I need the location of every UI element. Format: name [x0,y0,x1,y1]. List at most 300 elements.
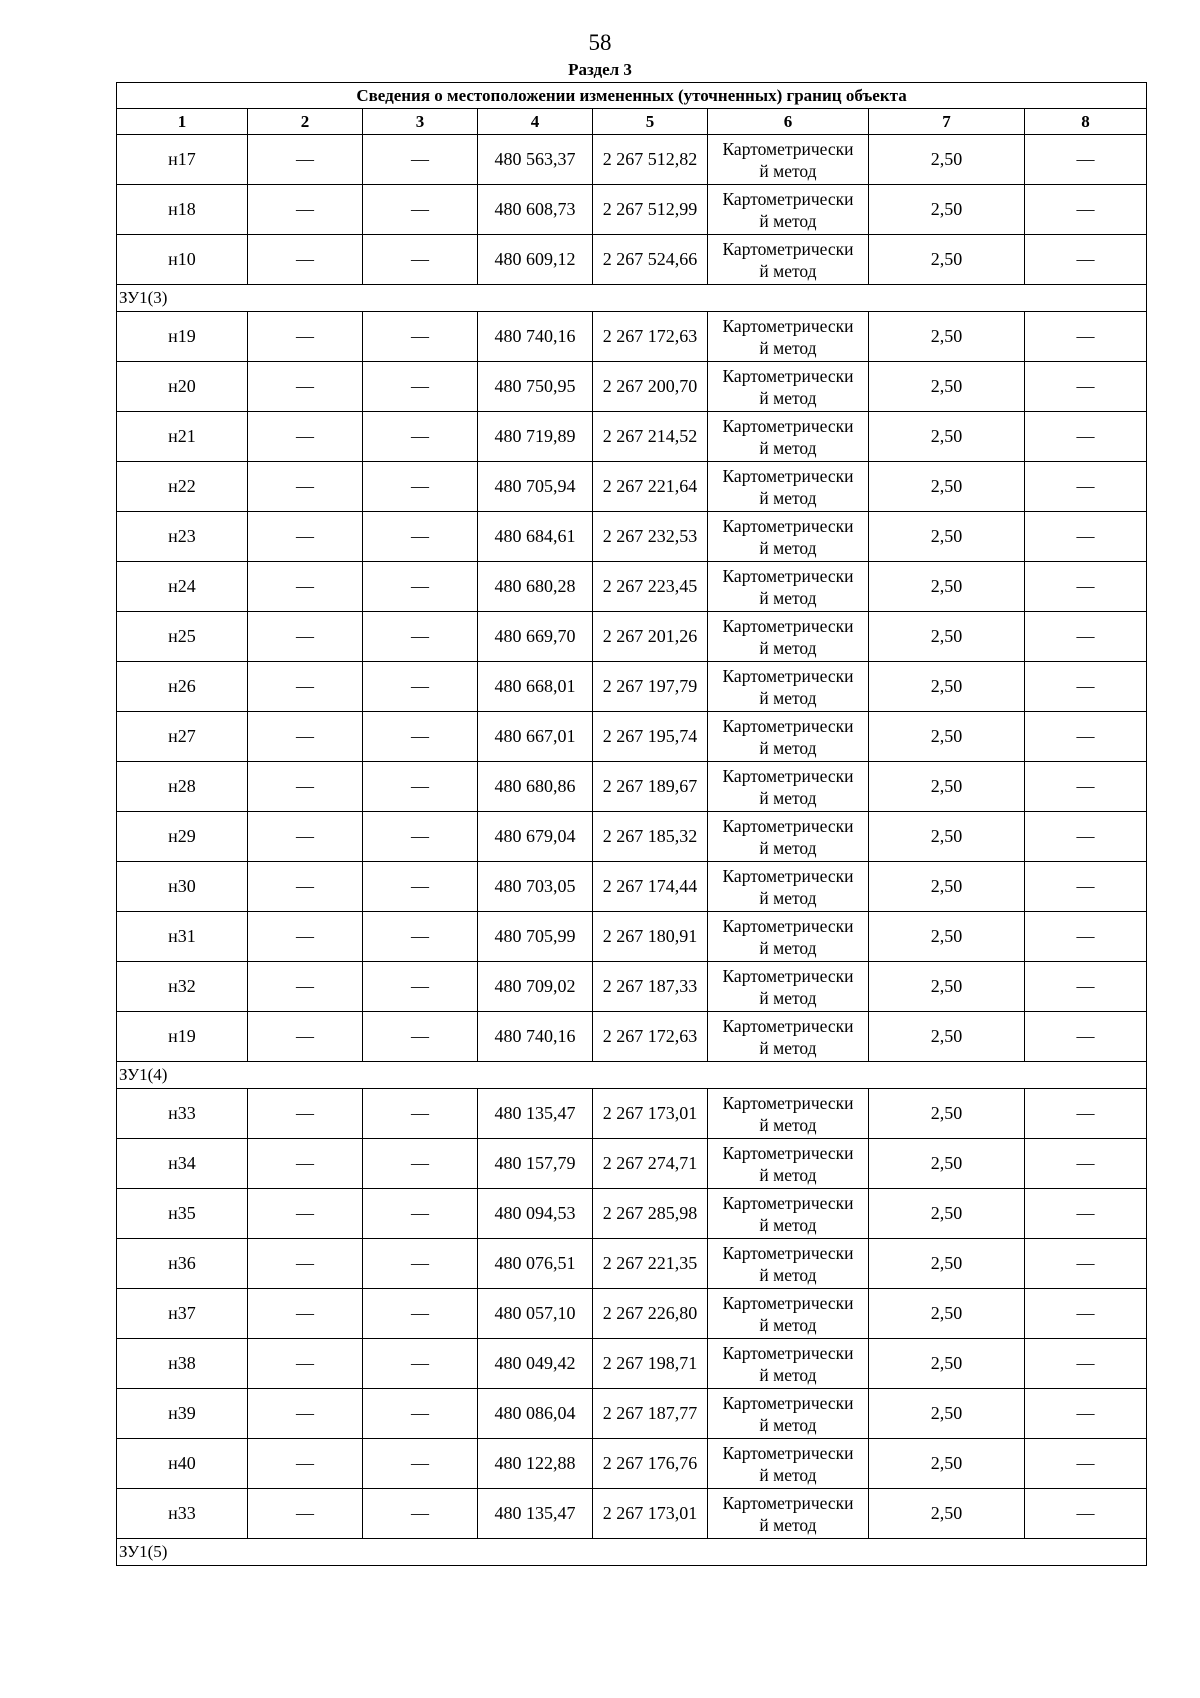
accuracy-cell: 2,50 [869,812,1025,862]
dash-cell: — [248,1139,363,1189]
parcel-group-row [117,1062,1147,1089]
dash-cell: — [248,562,363,612]
x-coordinate-cell: 480 705,94 [478,462,593,512]
dash-cell: — [1025,512,1147,562]
dash-cell: — [363,1189,478,1239]
method-line-1: Картометрически [722,1292,854,1313]
dash-cell: — [1025,1439,1147,1489]
y-coordinate-cell: 2 267 201,26 [593,612,708,662]
table-row [117,1439,1147,1489]
x-coordinate-cell: 480 608,73 [478,185,593,235]
x-coordinate-cell: 480 703,05 [478,862,593,912]
dash-cell: — [363,1012,478,1062]
table-row [117,1139,1147,1189]
column-header: 5 [593,109,708,135]
dash-cell: — [1025,962,1147,1012]
dash-cell: — [1025,1339,1147,1389]
table-row [117,185,1147,235]
dash-cell: — [363,1339,478,1389]
x-coordinate-cell: 480 680,28 [478,562,593,612]
boundary-coordinates-table [116,82,1147,1566]
column-header: 2 [248,109,363,135]
method-cell [708,662,869,712]
method-line-1: Картометрически [722,1392,854,1413]
method-cell [708,1012,869,1062]
y-coordinate-cell: 2 267 176,76 [593,1439,708,1489]
dash-cell: — [363,1289,478,1339]
method-line-1: Картометрически [722,1142,854,1163]
method-line-2: й метод [759,637,817,658]
x-coordinate-cell: 480 669,70 [478,612,593,662]
dash-cell: — [363,612,478,662]
x-coordinate-cell: 480 135,47 [478,1089,593,1139]
dash-cell: — [1025,912,1147,962]
method-line-2: й метод [759,687,817,708]
method-cell [708,562,869,612]
method-line-2: й метод [759,1264,817,1285]
table-row [117,312,1147,362]
table-row [117,362,1147,412]
y-coordinate-cell: 2 267 223,45 [593,562,708,612]
point-name-cell: н26 [117,662,248,712]
dash-cell: — [248,612,363,662]
accuracy-cell: 2,50 [869,712,1025,762]
column-header: 6 [708,109,869,135]
point-name-cell: н19 [117,312,248,362]
x-coordinate-cell: 480 750,95 [478,362,593,412]
method-cell [708,1139,869,1189]
point-name-cell: н23 [117,512,248,562]
method-cell [708,312,869,362]
method-line-2: й метод [759,1164,817,1185]
point-name-cell: н31 [117,912,248,962]
accuracy-cell: 2,50 [869,1139,1025,1189]
method-cell [708,1289,869,1339]
dash-cell: — [248,1089,363,1139]
dash-cell: — [363,1389,478,1439]
y-coordinate-cell: 2 267 285,98 [593,1189,708,1239]
dash-cell: — [1025,862,1147,912]
dash-cell: — [1025,1089,1147,1139]
accuracy-cell: 2,50 [869,512,1025,562]
column-header: 3 [363,109,478,135]
point-name-cell: н39 [117,1389,248,1439]
method-line-2: й метод [759,1514,817,1535]
dash-cell: — [248,712,363,762]
dash-cell: — [248,662,363,712]
method-line-2: й метод [759,1314,817,1335]
point-name-cell: н21 [117,412,248,462]
dash-cell: — [363,662,478,712]
point-name-cell: н33 [117,1089,248,1139]
accuracy-cell: 2,50 [869,462,1025,512]
method-line-2: й метод [759,537,817,558]
method-cell [708,1439,869,1489]
accuracy-cell: 2,50 [869,1389,1025,1439]
dash-cell: — [1025,185,1147,235]
accuracy-cell: 2,50 [869,1239,1025,1289]
y-coordinate-cell: 2 267 173,01 [593,1489,708,1539]
dash-cell: — [248,1012,363,1062]
x-coordinate-cell: 480 135,47 [478,1489,593,1539]
method-line-2: й метод [759,487,817,508]
table-row [117,1012,1147,1062]
dash-cell: — [248,1339,363,1389]
column-header: 4 [478,109,593,135]
accuracy-cell: 2,50 [869,185,1025,235]
dash-cell: — [363,312,478,362]
x-coordinate-cell: 480 076,51 [478,1239,593,1289]
point-name-cell: н30 [117,862,248,912]
method-cell [708,712,869,762]
x-coordinate-cell: 480 086,04 [478,1389,593,1439]
dash-cell: — [1025,1289,1147,1339]
table-caption: Сведения о местоположении измененных (уточненных) границ объекта [117,83,1147,109]
method-cell [708,862,869,912]
x-coordinate-cell: 480 680,86 [478,762,593,812]
dash-cell: — [248,512,363,562]
accuracy-cell: 2,50 [869,662,1025,712]
dash-cell: — [363,512,478,562]
method-line-2: й метод [759,1037,817,1058]
point-name-cell: н33 [117,1489,248,1539]
point-name-cell: н28 [117,762,248,812]
dash-cell: — [363,762,478,812]
x-coordinate-cell: 480 709,02 [478,962,593,1012]
dash-cell: — [363,812,478,862]
parcel-group-label: ЗУ1(4) [117,1062,1147,1089]
table-row [117,412,1147,462]
y-coordinate-cell: 2 267 172,63 [593,312,708,362]
point-name-cell: н20 [117,362,248,412]
table-row [117,1389,1147,1439]
y-coordinate-cell: 2 267 197,79 [593,662,708,712]
method-line-2: й метод [759,210,817,231]
point-name-cell: н36 [117,1239,248,1289]
method-line-2: й метод [759,837,817,858]
method-line-1: Картометрически [722,1492,854,1513]
method-line-1: Картометрически [722,415,854,436]
method-line-2: й метод [759,587,817,608]
method-cell [708,1389,869,1439]
table-body [117,83,1147,1566]
point-name-cell: н18 [117,185,248,235]
dash-cell: — [363,135,478,185]
dash-cell: — [248,185,363,235]
table-row [117,562,1147,612]
method-cell [708,1339,869,1389]
y-coordinate-cell: 2 267 187,33 [593,962,708,1012]
x-coordinate-cell: 480 740,16 [478,312,593,362]
accuracy-cell: 2,50 [869,1489,1025,1539]
method-line-1: Картометрически [722,1442,854,1463]
dash-cell: — [1025,662,1147,712]
table-row [117,1239,1147,1289]
parcel-group-label: ЗУ1(3) [117,285,1147,312]
dash-cell: — [1025,562,1147,612]
dash-cell: — [248,1239,363,1289]
dash-cell: — [1025,235,1147,285]
dash-cell: — [363,962,478,1012]
table-row [117,812,1147,862]
y-coordinate-cell: 2 267 214,52 [593,412,708,462]
point-name-cell: н27 [117,712,248,762]
y-coordinate-cell: 2 267 195,74 [593,712,708,762]
method-cell [708,235,869,285]
method-line-1: Картометрически [722,615,854,636]
table-row [117,612,1147,662]
method-line-1: Картометрически [722,1092,854,1113]
table-row [117,512,1147,562]
y-coordinate-cell: 2 267 512,82 [593,135,708,185]
method-cell [708,135,869,185]
table-row [117,1339,1147,1389]
method-line-1: Картометрически [722,715,854,736]
table-row [117,1189,1147,1239]
dash-cell: — [1025,1012,1147,1062]
dash-cell: — [248,362,363,412]
dash-cell: — [1025,412,1147,462]
point-name-cell: н17 [117,135,248,185]
dash-cell: — [248,235,363,285]
dash-cell: — [363,1489,478,1539]
accuracy-cell: 2,50 [869,1339,1025,1389]
method-line-2: й метод [759,937,817,958]
x-coordinate-cell: 480 122,88 [478,1439,593,1489]
method-cell [708,462,869,512]
dash-cell: — [1025,135,1147,185]
table-row [117,1289,1147,1339]
method-line-1: Картометрически [722,915,854,936]
point-name-cell: н40 [117,1439,248,1489]
method-line-1: Картометрически [722,665,854,686]
parcel-group-label: ЗУ1(5) [117,1539,1147,1566]
dash-cell: — [363,362,478,412]
dash-cell: — [363,412,478,462]
dash-cell: — [248,1489,363,1539]
dash-cell: — [248,412,363,462]
dash-cell: — [248,1439,363,1489]
page-number: 58 [588,30,612,55]
table-row [117,1089,1147,1139]
x-coordinate-cell: 480 740,16 [478,1012,593,1062]
method-line-1: Картометрически [722,138,854,159]
y-coordinate-cell: 2 267 185,32 [593,812,708,862]
parcel-group-row [117,1539,1147,1566]
x-coordinate-cell: 480 057,10 [478,1289,593,1339]
method-line-1: Картометрически [722,765,854,786]
method-line-2: й метод [759,987,817,1008]
y-coordinate-cell: 2 267 226,80 [593,1289,708,1339]
method-line-2: й метод [759,1214,817,1235]
accuracy-cell: 2,50 [869,562,1025,612]
dash-cell: — [248,462,363,512]
method-line-2: й метод [759,437,817,458]
y-coordinate-cell: 2 267 172,63 [593,1012,708,1062]
y-coordinate-cell: 2 267 221,64 [593,462,708,512]
method-line-2: й метод [759,737,817,758]
point-name-cell: н29 [117,812,248,862]
accuracy-cell: 2,50 [869,412,1025,462]
y-coordinate-cell: 2 267 512,99 [593,185,708,235]
method-line-2: й метод [759,1464,817,1485]
x-coordinate-cell: 480 668,01 [478,662,593,712]
accuracy-cell: 2,50 [869,962,1025,1012]
dash-cell: — [1025,612,1147,662]
y-coordinate-cell: 2 267 198,71 [593,1339,708,1389]
dash-cell: — [1025,812,1147,862]
parcel-group-row [117,285,1147,312]
method-line-2: й метод [759,1114,817,1135]
accuracy-cell: 2,50 [869,762,1025,812]
method-line-2: й метод [759,387,817,408]
x-coordinate-cell: 480 049,42 [478,1339,593,1389]
method-line-1: Картометрически [722,1342,854,1363]
method-line-1: Картометрически [722,565,854,586]
dash-cell: — [248,312,363,362]
point-name-cell: н34 [117,1139,248,1189]
y-coordinate-cell: 2 267 173,01 [593,1089,708,1139]
method-cell [708,1239,869,1289]
accuracy-cell: 2,50 [869,912,1025,962]
x-coordinate-cell: 480 094,53 [478,1189,593,1239]
x-coordinate-cell: 480 719,89 [478,412,593,462]
y-coordinate-cell: 2 267 187,77 [593,1389,708,1439]
dash-cell: — [363,912,478,962]
method-cell [708,362,869,412]
x-coordinate-cell: 480 679,04 [478,812,593,862]
y-coordinate-cell: 2 267 232,53 [593,512,708,562]
dash-cell: — [363,185,478,235]
accuracy-cell: 2,50 [869,1289,1025,1339]
x-coordinate-cell: 480 609,12 [478,235,593,285]
accuracy-cell: 2,50 [869,362,1025,412]
dash-cell: — [363,1089,478,1139]
column-header: 8 [1025,109,1147,135]
method-line-1: Картометрически [722,515,854,536]
table-row [117,712,1147,762]
method-line-1: Картометрически [722,865,854,886]
table-header-row [117,109,1147,135]
method-line-1: Картометрически [722,1015,854,1036]
dash-cell: — [248,862,363,912]
point-name-cell: н37 [117,1289,248,1339]
point-name-cell: н24 [117,562,248,612]
dash-cell: — [248,962,363,1012]
method-line-1: Картометрически [722,815,854,836]
accuracy-cell: 2,50 [869,235,1025,285]
point-name-cell: н38 [117,1339,248,1389]
dash-cell: — [363,1239,478,1289]
method-line-2: й метод [759,1414,817,1435]
dash-cell: — [1025,462,1147,512]
y-coordinate-cell: 2 267 221,35 [593,1239,708,1289]
dash-cell: — [248,1189,363,1239]
accuracy-cell: 2,50 [869,135,1025,185]
dash-cell: — [248,1389,363,1439]
table-row [117,962,1147,1012]
method-line-1: Картометрически [722,188,854,209]
dash-cell: — [1025,1389,1147,1439]
accuracy-cell: 2,50 [869,612,1025,662]
method-line-2: й метод [759,337,817,358]
point-name-cell: н10 [117,235,248,285]
dash-cell: — [248,912,363,962]
dash-cell: — [1025,1239,1147,1289]
x-coordinate-cell: 480 705,99 [478,912,593,962]
table-row [117,1489,1147,1539]
point-name-cell: н35 [117,1189,248,1239]
method-cell [708,1489,869,1539]
method-cell [708,512,869,562]
method-line-1: Картометрически [722,365,854,386]
method-line-1: Картометрически [722,315,854,336]
point-name-cell: н32 [117,962,248,1012]
accuracy-cell: 2,50 [869,312,1025,362]
method-cell [708,1089,869,1139]
accuracy-cell: 2,50 [869,1012,1025,1062]
table-row [117,912,1147,962]
table-row [117,235,1147,285]
x-coordinate-cell: 480 684,61 [478,512,593,562]
column-header: 1 [117,109,248,135]
method-line-1: Картометрически [722,965,854,986]
table-row [117,135,1147,185]
method-line-1: Картометрически [722,238,854,259]
point-name-cell: н25 [117,612,248,662]
method-line-2: й метод [759,1364,817,1385]
method-cell [708,612,869,662]
x-coordinate-cell: 480 667,01 [478,712,593,762]
method-line-1: Картометрически [722,1192,854,1213]
dash-cell: — [363,712,478,762]
accuracy-cell: 2,50 [869,1439,1025,1489]
dash-cell: — [1025,312,1147,362]
x-coordinate-cell: 480 563,37 [478,135,593,185]
dash-cell: — [248,135,363,185]
dash-cell: — [363,235,478,285]
method-line-2: й метод [759,787,817,808]
method-cell [708,1189,869,1239]
method-line-1: Картометрически [722,465,854,486]
dash-cell: — [248,762,363,812]
dash-cell: — [1025,1189,1147,1239]
dash-cell: — [363,462,478,512]
method-line-1: Картометрически [722,1242,854,1263]
method-line-2: й метод [759,887,817,908]
method-cell [708,412,869,462]
point-name-cell: н22 [117,462,248,512]
dash-cell: — [1025,1139,1147,1189]
dash-cell: — [363,562,478,612]
table-row [117,762,1147,812]
method-cell [708,762,869,812]
point-name-cell: н19 [117,1012,248,1062]
table-row [117,862,1147,912]
y-coordinate-cell: 2 267 524,66 [593,235,708,285]
method-line-2: й метод [759,260,817,281]
dash-cell: — [248,1289,363,1339]
y-coordinate-cell: 2 267 180,91 [593,912,708,962]
dash-cell: — [363,1139,478,1189]
dash-cell: — [363,1439,478,1489]
column-header: 7 [869,109,1025,135]
method-cell [708,962,869,1012]
method-cell [708,812,869,862]
table-row [117,462,1147,512]
accuracy-cell: 2,50 [869,1089,1025,1139]
method-cell [708,185,869,235]
